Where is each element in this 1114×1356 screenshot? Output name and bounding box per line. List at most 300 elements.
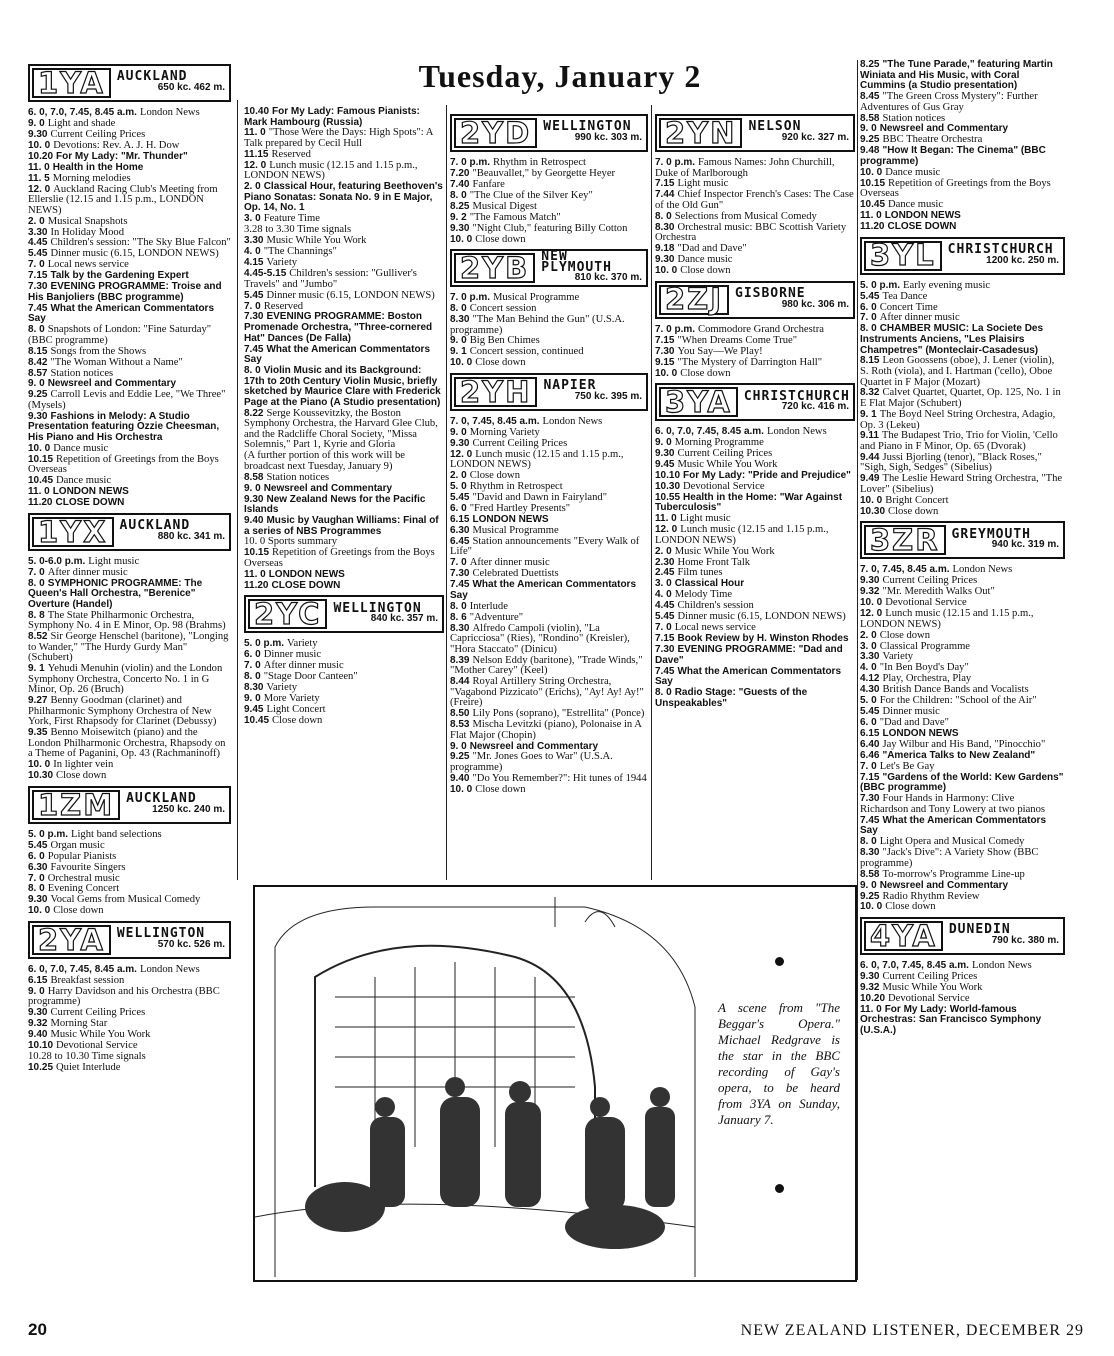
programme-time: 9.25: [860, 890, 880, 902]
programme-time: 9.40: [28, 1029, 48, 1041]
programme-time: 9.45: [244, 704, 264, 715]
programme-listing: [244, 269, 444, 290]
programme-time: 5.45: [244, 289, 264, 301]
programme-title: "The Mystery of Darrington Hall": [677, 356, 823, 368]
programme-title: Calvet Quartet, Quartet, Op. 125, No. 1 in E Flat Major (Schubert): [860, 387, 1061, 410]
programme-title: Film tunes: [677, 567, 723, 579]
programme-title: To-morrow's Programme Line-up: [882, 868, 1025, 880]
page-title: Tuesday, January 2: [418, 58, 702, 94]
programme-time: 8. 0: [28, 883, 45, 895]
programme-title: For My Lady: "Mr. Thunder": [56, 150, 188, 162]
programme-time: 9.30: [655, 254, 675, 266]
programme-title: Children's session: "Gulliver's Travels" and "Jumbo": [244, 268, 417, 290]
programme-time: 3. 0: [244, 213, 261, 225]
programme-title: Close down: [475, 357, 526, 369]
programme-listing: [450, 358, 648, 369]
station-header: [655, 281, 855, 319]
programme-listing: [655, 645, 855, 666]
programme-title: Lunch music (12.15 and 1.15 p.m., LONDON NEWS): [655, 524, 829, 546]
programme-title: Popular Pianists: [47, 850, 117, 862]
programme-time: 8. 8: [28, 609, 45, 621]
programme-title: In Holiday Mood: [50, 226, 125, 238]
programme-title: LONDON NEWS: [882, 728, 959, 740]
programme-title: Devotional Service: [56, 1040, 138, 1052]
programme-time: 6. 0: [450, 503, 467, 514]
programme-time: 9. 0: [244, 693, 261, 705]
programme-title: Evening Concert: [47, 883, 120, 895]
programme-listing: [244, 581, 444, 592]
programme-listing: [28, 412, 231, 444]
illustration-caption: A scene from "The Beggar's Opera." Michael Redgrave is the star in the BBC recording of Gay's opera, to be heard from 3YA on Sunday, January 7.: [718, 1000, 840, 1127]
programme-listing: [450, 785, 648, 796]
programme-title: Newsreel and Commentary: [47, 378, 177, 390]
programme-listing: [860, 507, 1065, 518]
programme-time: 11. 0: [244, 568, 266, 580]
programme-title: Station announcements "Every Walk of Life": [450, 535, 640, 558]
station-callsign: [32, 787, 120, 822]
programme-title: After dinner music: [469, 557, 550, 569]
programme-title: CLOSE DOWN: [271, 579, 341, 591]
programme-title: "The Famous Match": [469, 211, 561, 223]
programme-listing: [860, 816, 1065, 837]
programme-time: 8.30: [244, 682, 264, 694]
programme-time: 6.40: [860, 738, 880, 750]
programme-time: 7.30: [655, 644, 675, 656]
programme-time: 10.10: [28, 1040, 54, 1052]
programme-time: 8.39: [450, 654, 470, 666]
programme-time: 5.45: [860, 290, 880, 302]
programme-title: Reserved: [271, 148, 311, 160]
programme-time: 11. 0: [860, 210, 882, 222]
callsign-text: 3ZR: [870, 523, 940, 558]
programme-time: 8.58: [860, 112, 880, 124]
station-info: [945, 919, 1063, 953]
programme-time: 11. 0: [860, 1003, 882, 1015]
programme-time: 12. 0: [28, 183, 51, 195]
station-city: NELSON: [748, 119, 802, 135]
programme-listing: [244, 409, 444, 451]
callsign-text: 1YA: [38, 65, 105, 100]
programme-time: 8.25: [860, 59, 880, 70]
programme-title: "How It Began: The Cinema" (BBC programme): [860, 145, 1046, 167]
programme-time: 8.50: [450, 708, 470, 720]
programme-title: Close down: [475, 233, 526, 245]
programme-time: 10. 0: [860, 901, 883, 913]
programme-title: Dinner music: [263, 649, 322, 661]
programme-title: "Mr. Meredith Walks Out": [882, 586, 995, 598]
programme-time: 9.44: [860, 451, 880, 463]
programme-title: Dance music: [885, 166, 941, 178]
station-city: CHRISTCHURCH: [947, 242, 1054, 258]
programme-time: 10. 0: [655, 367, 678, 379]
programme-time: 9. 2: [450, 211, 467, 223]
programme-title: Rhythm in Retrospect: [493, 157, 586, 168]
programme-title: Celebrated Duettists: [472, 568, 559, 580]
station-frequency: 840 kc. 357 m.: [370, 613, 438, 625]
programme-time: 10. 0: [450, 783, 473, 795]
programme-title: "Those Were the Days: High Spots": A Talk prepared by Cecil Hull: [244, 127, 433, 150]
programme-time: 8. 0: [28, 324, 45, 336]
programme-listing: [860, 356, 1065, 388]
programme-time: 9. 0: [860, 123, 877, 135]
programme-title: Variety: [882, 651, 914, 663]
programme-time: 7.40: [450, 178, 470, 190]
station-header: [450, 114, 648, 152]
station-city: CHRISTCHURCH: [743, 388, 850, 404]
programme-title: Organ music: [50, 839, 105, 851]
programme-time: 5.45: [28, 839, 48, 851]
programme-time: 11. 0: [244, 127, 266, 139]
programme-title: Violin Music and its Background: 17th to 20th Century Violin Music, briefly sketched by Maurice Clare with Frederick Page at the Piano (A Studio presentation): [244, 364, 441, 408]
programme-time: 12. 0: [244, 159, 267, 171]
programme-title: Devotional Service: [888, 992, 970, 1004]
programme-time: 9.48: [860, 145, 880, 157]
station-header: [450, 373, 648, 411]
programme-title: "The Clue of the Silver Key": [469, 189, 593, 201]
programme-title: Close down: [680, 265, 731, 277]
programme-time: 7.45: [450, 579, 470, 591]
programme-time: 9. 0: [655, 436, 672, 448]
programme-time: 9.30: [860, 970, 880, 982]
column-divider: [446, 105, 447, 880]
programme-title: New Zealand News for the Pacific Islands: [244, 493, 426, 516]
programme-time: 12. 0: [450, 448, 473, 460]
programme-title: Commodore Grand Orchestra: [698, 323, 824, 335]
column-divider: [857, 60, 858, 1280]
programme-title: Local news service: [47, 259, 129, 271]
programme-time: 10. 0: [28, 759, 51, 771]
station-frequency: 570 kc. 526 m.: [157, 938, 225, 950]
station-info: [113, 66, 229, 100]
programme-title: The Leslie Heward String Orchestra, "The Lover" (Sibelius): [860, 473, 1063, 495]
programme-listing: [244, 345, 444, 366]
programme-title: Big Ben Chimes: [469, 335, 540, 347]
programme-time: 9.30: [244, 493, 264, 505]
programme-time: 9.30: [450, 222, 470, 234]
programme-title: LONDON NEWS: [268, 568, 345, 580]
programme-title: Tea Dance: [882, 290, 928, 302]
station-info: [539, 375, 646, 409]
programme-time: 5.45: [28, 248, 48, 260]
programme-title: Close down: [879, 629, 931, 641]
programme-time: 7. 0, 7.45, 8.45 a.m.: [450, 415, 540, 427]
programme-title: Repetition of Greetings from the Boys Overseas: [28, 453, 219, 476]
programme-title: More Variety: [263, 693, 320, 705]
programme-time: 4.15: [244, 257, 264, 269]
programme-title: Station notices: [50, 367, 114, 379]
programme-title: Devotions: Rev. A. J. H. Dow: [53, 139, 180, 151]
programme-time: 7.45: [244, 343, 264, 355]
programme-time: 7.44: [655, 189, 675, 201]
programme-title: What the American Commentators Say: [655, 665, 842, 688]
programme-time: 4.45: [28, 237, 48, 249]
column-3: [450, 110, 648, 796]
programme-time: 6.30: [450, 524, 470, 536]
programme-time: 7.15: [655, 334, 675, 346]
programme-time: 8. 0: [244, 364, 261, 376]
programme-title: Close down: [469, 470, 521, 482]
programme-title: Light and shade: [47, 117, 116, 129]
programme-title: Repetition of Greetings from the Boys Overseas: [860, 177, 1051, 200]
programme-title: Musical Programme: [493, 292, 580, 304]
programme-title: In lighter vein: [53, 759, 114, 771]
programme-time: 3. 0: [655, 578, 672, 590]
programme-listing: [450, 537, 648, 558]
programme-time: 9.18: [655, 243, 675, 255]
programme-time: 6.46: [860, 749, 880, 761]
programme-title: Close down: [885, 901, 936, 913]
programme-time: 9.15: [655, 356, 675, 368]
programme-title: "Stage Door Canteen": [263, 671, 358, 683]
programme-listing: [655, 667, 855, 688]
station-header: [28, 786, 231, 824]
programme-title: Music While You Work: [266, 235, 367, 247]
programme-title: Morning Programme: [674, 436, 764, 448]
programme-time: 9.25: [860, 134, 880, 146]
programme-title: Health in the Home: "War Against Tuberculosis": [655, 491, 843, 514]
callsign-text: 4YA: [870, 918, 937, 953]
programme-listing: [860, 609, 1065, 630]
programme-title: Snapshots of London: "Fine Saturday" (BBC programme): [28, 324, 212, 346]
programme-time: 10. 0: [655, 265, 678, 277]
programme-title: Dance music: [53, 442, 109, 454]
programme-time: 9.30: [28, 894, 48, 906]
programme-title: Music While You Work: [677, 458, 778, 470]
programme-listing: [450, 752, 648, 773]
programme-title: "Night Club," featuring Billy Cotton: [472, 222, 628, 234]
programme-title: Close down: [475, 783, 526, 795]
programme-time: 7. 0: [244, 660, 261, 672]
station-callsign: [248, 597, 327, 632]
programme-title: EVENING PROGRAMME: Troise and His Banjoliers (BBC programme): [28, 281, 222, 303]
programme-time: 8.25: [450, 200, 470, 212]
programme-title: For My Lady: Famous Pianists: Mark Hambourg (Russia): [244, 106, 420, 128]
programme-time: 8. 0: [450, 303, 467, 315]
programme-listing: [655, 369, 855, 380]
programme-title: Dinner music (6.15, LONDON NEWS): [266, 289, 435, 301]
programme-time: 11.20: [28, 497, 53, 509]
programme-time: 9. 0: [244, 482, 261, 494]
programme-time: 2. 0: [860, 629, 877, 641]
programme-time: 9.30: [860, 575, 880, 587]
programme-title: Talk by the Gardening Expert: [50, 270, 189, 282]
programme-title: Music While You Work: [674, 545, 775, 557]
programme-title: "In Ben Boyd's Day": [879, 662, 969, 674]
programme-title: Health in the Home: [52, 161, 144, 173]
programme-title: Classical Hour: [674, 578, 745, 590]
programme-time: 8.44: [450, 676, 470, 688]
programme-title: Musical Snapshots: [47, 215, 128, 227]
programme-time: 6. 0, 7.0, 7.45, 8.45 a.m.: [860, 960, 969, 972]
programme-title: Nelson Eddy (baritone), "Trade Winds," "Mother Carey" (Keel): [450, 654, 643, 677]
programme-title: Light music: [679, 513, 731, 525]
programme-time: 5.45: [655, 611, 675, 623]
programme-listing: [860, 794, 1065, 815]
programme-time: 9.30: [28, 1007, 48, 1019]
programme-time: 8. 0: [450, 600, 467, 612]
station-frequency: 920 kc. 327 m.: [781, 132, 849, 143]
programme-title: Newsreel and Commentary: [879, 879, 1009, 891]
programme-title: Light band selections: [71, 828, 162, 840]
station-frequency: 650 kc. 462 m.: [157, 82, 225, 93]
callsign-text: 2ZJ: [665, 282, 723, 317]
programme-title: Variety: [266, 682, 298, 694]
station-info: [948, 523, 1063, 557]
programme-title: Orchestral music: [47, 872, 120, 884]
programme-time: 7.30: [450, 568, 470, 580]
programme-title: What the American Commentators Say: [860, 814, 1047, 837]
programme-time: 8.30: [450, 313, 470, 325]
programme-time: 9. 0: [28, 985, 45, 997]
station-frequency: 810 kc. 370 m.: [574, 272, 642, 284]
programme-title: Musical Digest: [472, 200, 537, 212]
programme-listing: [244, 548, 444, 569]
programme-title: Royal Artillery String Orchestra, "Vagabond Pizzicato" (Erichs), "Ay! Ay! Ay!" (Freire): [450, 676, 644, 709]
station-frequency: 1200 kc. 250 m.: [986, 254, 1059, 266]
station-city: GISBORNE: [735, 286, 806, 302]
programme-title: Book Review by H. Winston Rhodes: [677, 633, 849, 645]
station-info: [731, 283, 853, 317]
programme-title: Feature Time: [263, 213, 320, 225]
programme-time: 7. 0: [28, 872, 45, 884]
programme-title: Variety: [266, 257, 298, 269]
programme-title: Lunch music (12.15 and 1.15 p.m., LONDON NEWS): [860, 608, 1034, 630]
programme-time: 6.30: [28, 861, 48, 873]
programme-title: Leon Goossens (oboe), J. Lener (violin), S. Roth (viola), and I. Hartman ('cello), Oboe Quartet in F Major (Mozart): [860, 355, 1055, 388]
programme-time: 3. 0: [860, 640, 877, 652]
programme-title: Children's session: [677, 600, 754, 612]
programme-time: 7.15: [655, 633, 675, 645]
programme-title: "Mr. Jones Goes to War" (U.S.A. programme): [450, 751, 613, 773]
station-callsign: [659, 384, 738, 419]
programme-time: 9.11: [860, 430, 879, 442]
programme-listing: [244, 516, 444, 537]
programme-time: 7.30: [244, 311, 264, 323]
programme-time: 6. 0, 7.0, 7.45, 8.45 a.m.: [28, 963, 137, 975]
programme-title: Yehudi Menuhin (violin) and the London Symphony Orchestra, Concerto No. 1 in G Minor, Op. 26 (Bruch): [28, 663, 223, 696]
programme-title: What the American Commentators Say: [450, 579, 637, 601]
programme-time: 7.45: [28, 302, 48, 314]
programme-time: 8.30: [655, 221, 675, 233]
programme-time: 10. 0: [860, 597, 883, 609]
page-number: 20: [28, 1320, 47, 1339]
programme-time: 10.20: [28, 150, 54, 162]
programme-listing: [860, 902, 1065, 913]
callsign-text: 2YC: [254, 597, 322, 632]
station-info: [539, 116, 646, 150]
programme-title: Radio Rhythm Review: [882, 890, 980, 902]
programme-title: Morning melodies: [52, 172, 131, 184]
programme-time: 7. 0: [860, 760, 877, 772]
station-info: [740, 385, 853, 419]
programme-listing: [860, 179, 1065, 200]
programme-listing: [860, 60, 1065, 92]
station-header: [28, 921, 231, 959]
callsign-text: 3YL: [870, 238, 936, 273]
programme-listing: [28, 282, 231, 303]
programme-time: 6.15: [28, 974, 48, 986]
programme-title: Reserved: [263, 300, 304, 312]
programme-time: 7.45: [860, 814, 880, 826]
programme-title: CHAMBER MUSIC: La Societe Des Instruments Anciens, "Les Plaisirs Champetres" (Monteclair-Casadesus): [860, 323, 1044, 356]
programme-time: 7. 0: [28, 259, 45, 271]
programme-listing: [28, 696, 231, 728]
callsign-text: 2YN: [665, 115, 737, 150]
programme-title: Carroll Levis and Eddie Lee, "We Three" (Mysels): [28, 389, 226, 411]
programme-title: Play, Orchestra, Play: [882, 673, 972, 685]
programme-time: 9.30: [450, 437, 470, 449]
column-1: [28, 60, 231, 1074]
programme-title: Lunch music (12.15 and 1.15 p.m., LONDON NEWS): [244, 159, 418, 182]
programme-time: 9.40: [450, 772, 470, 784]
programme-title: Close down: [680, 367, 731, 379]
programme-time: 9.32: [28, 1018, 48, 1030]
programme-time: 5. 0: [860, 695, 877, 707]
programme-time: 10. 0: [28, 139, 51, 151]
station-city: AUCKLAND: [116, 69, 188, 85]
programme-title: "Fred Hartley Presents": [469, 503, 571, 514]
programme-title: Concert Time: [879, 301, 938, 313]
callsign-text: 1YX: [38, 514, 108, 549]
programme-time: 9. 0: [28, 378, 45, 390]
programme-title: "Beauvallet," by Georgette Heyer: [472, 167, 616, 179]
programme-title: LONDON NEWS: [52, 486, 129, 498]
programme-listing: [28, 664, 231, 696]
programme-time: 8.52: [28, 631, 48, 643]
programme-time: 11. 0: [28, 161, 50, 173]
programme-title: Station notices: [266, 471, 330, 483]
programme-time: 12. 0: [860, 608, 883, 620]
footer-publication: NEW ZEALAND LISTENER, DECEMBER 29: [740, 1322, 1084, 1339]
programme-title: Current Ceiling Prices: [677, 447, 773, 459]
programme-time: 6. 0: [860, 717, 877, 729]
programme-listing: [860, 474, 1065, 495]
programme-time: 10. 0: [28, 442, 51, 454]
programme-listing: [860, 410, 1065, 431]
programme-title: For My Lady: "Pride and Prejudice": [683, 469, 851, 481]
programme-time: 9.27: [28, 695, 48, 707]
programme-title: Selections from Musical Comedy: [674, 210, 817, 222]
station-callsign: [864, 918, 943, 953]
programme-listing: [860, 324, 1065, 356]
programme-listing: [244, 312, 444, 344]
programme-title: BBC Theatre Orchestra: [882, 134, 983, 146]
programme-time: 9.30: [28, 128, 48, 140]
programme-title: Fanfare: [472, 178, 505, 190]
station-callsign: [864, 238, 942, 273]
programme-time: 12. 0: [655, 524, 678, 536]
programme-listing: [860, 146, 1065, 167]
programme-title: Favourite Singers: [50, 861, 126, 873]
programme-title: Fashions in Melody: A Studio Presentation featuring Ozzie Cheesman, His Piano and His Orchestra: [28, 410, 220, 443]
programme-listing: [244, 716, 444, 727]
programme-title: Four Hands in Harmony: Clive Richardson and Tony Lowery at two pianos: [860, 793, 1046, 815]
programme-title: Concert session: [469, 303, 537, 315]
callsign-text: 1ZM: [38, 787, 115, 822]
programme-listing: [450, 720, 648, 741]
programme-listing: [244, 107, 444, 128]
programme-title: "Do You Remember?": Hit tunes of 1944: [472, 772, 647, 784]
programme-title: Lily Pons (soprano), "Estrellita" (Ponce): [472, 708, 645, 720]
programme-time: 7.30: [655, 345, 675, 357]
programme-time: 8. 0: [244, 671, 261, 683]
programme-listing: [28, 611, 231, 632]
programme-listing: [244, 451, 444, 472]
programme-title: "Adventure": [469, 611, 524, 623]
programme-time: 9.32: [860, 981, 880, 993]
programme-title: "The Green Cross Mystery": Further Adventures of Gus Gray: [860, 91, 1038, 113]
programme-title: Close down: [272, 714, 323, 726]
